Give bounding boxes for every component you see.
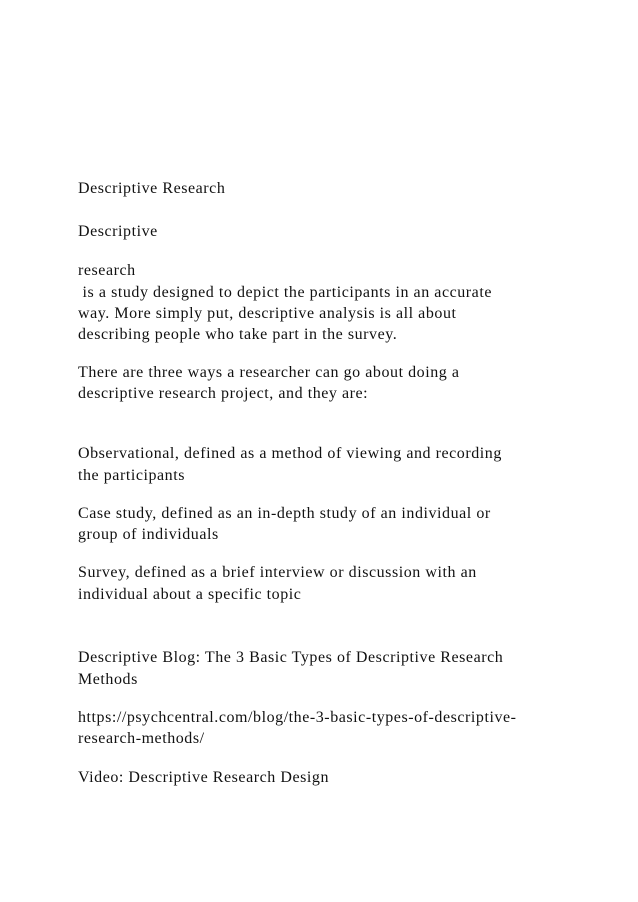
definition-line: way. More simply put, descriptive analysis is all about: [78, 305, 457, 322]
intro-line: There are three ways a researcher can go about doing a: [78, 364, 460, 381]
definition-line: describing people who take part in the survey.: [78, 326, 398, 343]
method-item-observational: the participants: [78, 467, 185, 484]
video-reference: Video: Descriptive Research Design: [78, 769, 329, 786]
reference-url[interactable]: research-methods/: [78, 730, 205, 747]
term-line: research: [78, 262, 136, 279]
method-item-case-study: Case study, defined as an in-depth study of an individual or: [78, 505, 491, 522]
method-item-observational: Observational, defined as a method of viewing and recording: [78, 445, 502, 462]
reference-url[interactable]: https://psychcentral.com/blog/the-3-basic-types-of-descriptive-: [78, 709, 517, 726]
definition-line: is a study designed to depict the participants in an accurate: [78, 284, 492, 301]
blog-reference: Methods: [78, 671, 138, 688]
method-item-case-study: group of individuals: [78, 526, 219, 543]
method-item-survey: individual about a specific topic: [78, 586, 302, 603]
blog-reference: Descriptive Blog: The 3 Basic Types of Descriptive Research: [78, 649, 504, 666]
method-item-survey: Survey, defined as a brief interview or discussion with an: [78, 564, 477, 581]
term-line: Descriptive: [78, 223, 158, 240]
document-heading: Descriptive Research: [78, 180, 226, 197]
intro-line: descriptive research project, and they are:: [78, 385, 369, 402]
